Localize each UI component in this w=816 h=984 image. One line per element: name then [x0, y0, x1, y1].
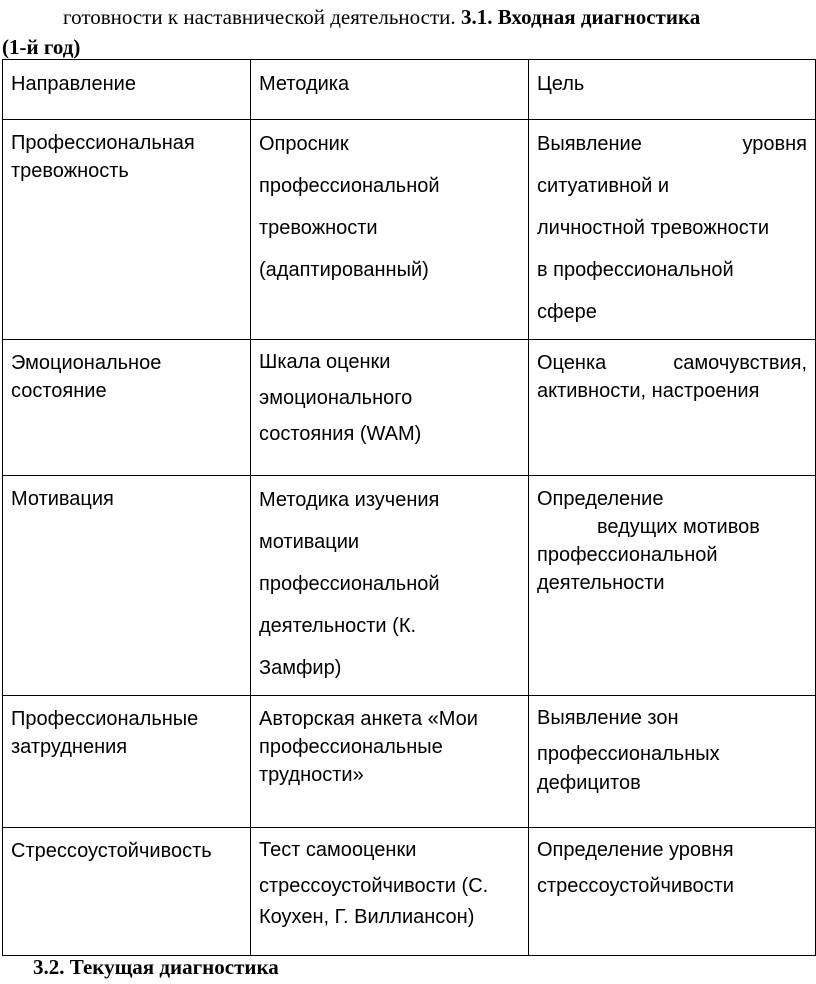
header-method: Методика: [259, 73, 350, 95]
row-2-goal: Оценка самочувствия, активности, настроения: [537, 352, 807, 402]
row-1-method-line: профессиональной: [259, 175, 440, 197]
row-2-method: [251, 340, 528, 458]
section-heading-3-2: 3.2. Текущая диагностика: [33, 955, 279, 979]
row-1-method: [251, 120, 528, 297]
table-row: [3, 340, 816, 476]
row-1-method-line: Опросник: [259, 133, 349, 155]
row-5-goal-line: Определение уровня: [537, 839, 734, 861]
row-1-goal-line: сфере: [537, 301, 597, 323]
row-3-goal-line: деятельности: [537, 572, 665, 594]
row-4-goal-line: профессиональных: [537, 743, 720, 765]
row-3-method-line: Методика изучения: [259, 489, 440, 511]
table-header-row: [3, 60, 816, 120]
row-2-method-line: эмоционального: [259, 387, 413, 409]
section-heading-year: (1-й год): [2, 35, 81, 59]
header-direction: Направление: [11, 73, 136, 95]
row-1-goal: [529, 120, 815, 339]
row-3-method-line: деятельности (К.: [259, 615, 417, 637]
row-1-direction: Профессиональная тревожность: [11, 132, 195, 182]
row-4-direction: Профессиональные затруднения: [11, 708, 199, 758]
row-3-goal: [529, 476, 815, 603]
goal-word: уровня: [742, 133, 807, 155]
table-row: [3, 120, 816, 340]
row-5-method-line: стрессоустойчивости (С.: [259, 875, 489, 897]
row-5-goal-line: стрессоустойчивости: [537, 875, 734, 897]
header-goal: Цель: [537, 73, 585, 95]
row-4-goal: [529, 696, 815, 800]
row-1-goal-line: ситуативной и: [537, 175, 670, 197]
row-4-goal-line: дефицитов: [537, 772, 641, 794]
row-3-method-line: профессиональной: [259, 573, 440, 595]
goal-word: Выявление: [537, 133, 642, 155]
row-4-goal-line: Выявление зон: [537, 707, 679, 729]
row-3-method: [251, 476, 528, 695]
row-3-goal-line: ведущих мотивов: [597, 516, 760, 538]
row-1-goal-line: в профессиональной: [537, 259, 734, 281]
row-3-goal-line: Определение: [537, 488, 664, 510]
row-5-method-line: Тест самооценки: [259, 839, 417, 861]
row-1-method-line: тревожности: [259, 217, 378, 239]
row-2-direction: Эмоциональное состояние: [11, 352, 162, 402]
row-5-method: [251, 828, 528, 936]
table-row: [3, 476, 816, 696]
row-3-method-line: мотивации: [259, 531, 360, 553]
row-3-direction: Мотивация: [11, 488, 114, 510]
intro-line-1: [63, 3, 700, 31]
row-2-method-line: состояния (WAM): [259, 423, 422, 445]
diagnostics-table: [2, 59, 816, 956]
row-1-method-line: (адаптированный): [259, 259, 429, 281]
row-5-direction: Стрессоустойчивость: [11, 840, 212, 862]
row-2-method-line: Шкала оценки: [259, 351, 391, 373]
row-1-goal-line: [537, 123, 807, 165]
intro-line-1-text: готовности к наставнической деятельности.: [63, 5, 461, 29]
row-5-method-line: Коухен, Г. Виллиансон): [259, 906, 475, 928]
row-5-goal: [529, 828, 815, 910]
row-3-goal-line: профессиональной: [537, 544, 718, 566]
table-row: [3, 828, 816, 956]
row-4-method: Авторская анкета «Мои профессиональные трудности»: [259, 708, 478, 786]
row-1-goal-line: личностной тревожности: [537, 217, 770, 239]
row-3-method-line: Замфир): [259, 657, 342, 679]
table-row: [3, 696, 816, 828]
section-heading-3-1: 3.1. Входная диагностика: [460, 5, 701, 29]
